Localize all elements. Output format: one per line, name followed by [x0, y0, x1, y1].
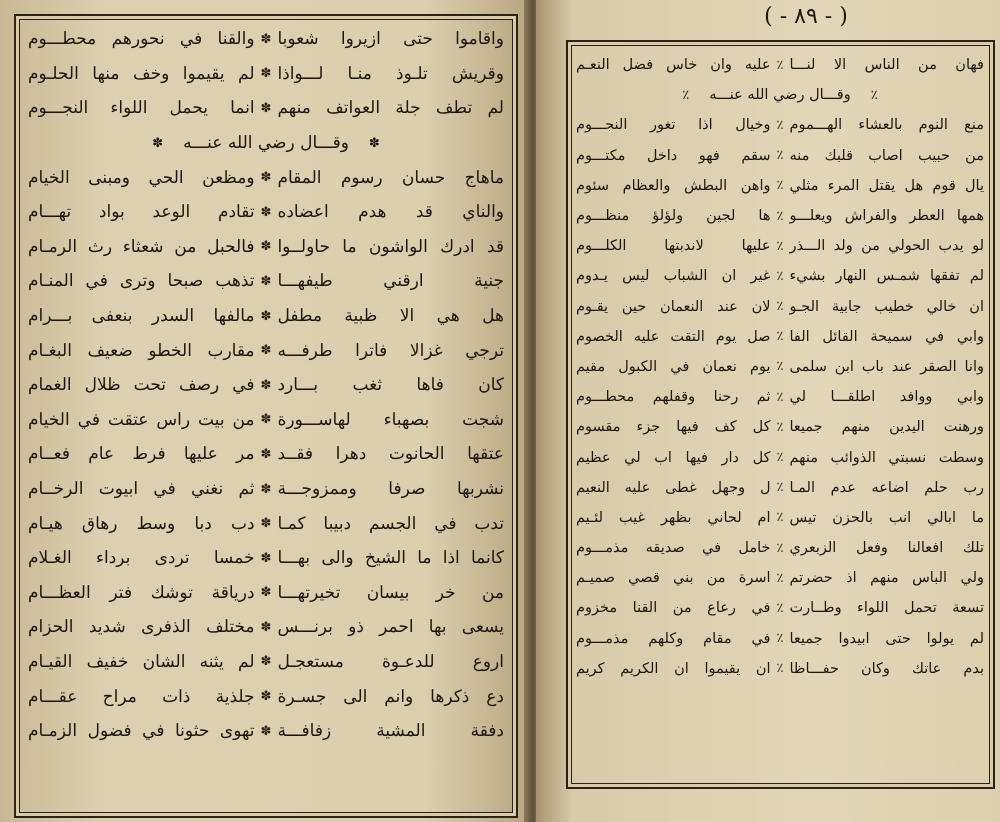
first-hemistich: منع النوم بالعشاء الهـــموم [789, 117, 984, 134]
first-hemistich: وقريش تلـوذ منـا لـــواذا [277, 63, 504, 84]
verse-line [576, 171, 984, 201]
verse-separator: ✽ [260, 585, 272, 601]
verse-separator: ٪ [776, 299, 784, 315]
second-hemistich: مختلف الذفرى شديد الحزام [28, 617, 255, 638]
first-hemistich: وابي في سميحة القائل الفا [789, 328, 984, 345]
first-hemistich: وابي ووافد اطلقـــا لي [789, 389, 984, 406]
verse-separator: ✽ [260, 446, 272, 462]
second-hemistich: عليها لاندبتها الكلـــوم [575, 238, 771, 255]
second-hemistich: وخيال اذا تغور النجـــوم [575, 117, 771, 134]
first-hemistich: واقاموا حتى ازيروا شعوبا [277, 29, 504, 50]
second-hemistich: دب دبا وسط رهاق هيـام [28, 513, 255, 534]
verse-line [28, 714, 504, 749]
second-hemistich: مالفها السدر بنعفى بـــرام [28, 306, 255, 327]
verse-line [576, 563, 984, 593]
verse-line [28, 679, 504, 714]
verse-line [576, 533, 984, 563]
verse-line [28, 91, 504, 126]
verse-line [576, 352, 984, 382]
second-hemistich: في رعاع من القنا مخزوم [575, 600, 771, 617]
verse-separator: ٪ [776, 480, 784, 496]
verse-separator: ٪ [776, 238, 784, 254]
first-hemistich: ترجي غزالا فاترا طرفـــه [277, 340, 504, 361]
first-hemistich: هل هي الا ظبية مطفل [277, 306, 504, 327]
verse-line [576, 261, 984, 291]
second-hemistich: مقارب الخطو ضعيف البغـام [28, 340, 255, 361]
verse-line [576, 442, 984, 472]
first-hemistich: يال قوم هل يقتل المرء مثلي [789, 177, 984, 194]
second-hemistich: درياقة توشك فتر العظـــام [28, 582, 255, 603]
second-hemistich: كل كف فيها جزء مقسوم [575, 419, 771, 436]
verse-separator: ٪ [776, 600, 784, 616]
verse-line [28, 57, 504, 92]
verse-separator: ٪ [776, 148, 784, 164]
heading-ornament: ✽ [152, 135, 164, 151]
heading-text: وقـــال رضي الله عنـــه [183, 133, 349, 154]
first-hemistich: شجت بصهباء لهاســـورة [277, 409, 504, 430]
first-hemistich: بدم عاتك وكان حفـــاظا [789, 660, 984, 677]
verse-line [28, 403, 504, 438]
verse-line [28, 472, 504, 507]
second-hemistich: والقنا في نحورهم محطـــوم [28, 29, 255, 50]
first-hemistich: لم يولوا حتى ابيدوا جميعا [789, 630, 984, 647]
heading-text: وقـــال رضي الله عنـــه [709, 87, 851, 104]
first-hemistich: ما ابالي انب بالحزن تيس [789, 509, 984, 526]
page-number: ( - ٨٩ - ) [764, 4, 848, 29]
second-hemistich: خمسا تردى برداء الغـلام [28, 548, 255, 569]
first-hemistich: من حبيب اصاب قلبك منه [789, 147, 984, 164]
second-hemistich: صل يوم التقت عليه الخصوم [575, 328, 771, 345]
verse-separator: ✽ [260, 516, 272, 532]
verse-line [576, 292, 984, 322]
verse-separator: ✽ [260, 66, 272, 82]
poem-heading [576, 80, 984, 110]
first-hemistich: ماهاج حسان رسوم المقام [277, 167, 504, 188]
second-hemistich: مر عليها فرط عام فعــام [28, 444, 255, 465]
second-hemistich: ثم رحنا وقفلهم محطـــوم [575, 389, 771, 406]
first-hemistich: وانا الصقر عند باب ابن سلمى [789, 358, 984, 375]
verse-separator: ٪ [776, 570, 784, 586]
verse-separator: ✽ [260, 170, 272, 186]
second-hemistich: واهن البطش والعظام سئوم [575, 177, 771, 194]
verse-separator: ٪ [776, 450, 784, 466]
verse-line [28, 368, 504, 403]
verse-line [576, 141, 984, 171]
verse-separator: ٪ [776, 57, 784, 73]
heading-ornament: ٪ [870, 87, 878, 103]
second-hemistich: جلذية ذات مراح عقـــام [28, 686, 255, 707]
second-hemistich: غير ان الشباب ليس يـدوم [575, 268, 771, 285]
second-hemistich: لم يثنه الشان خفيف القيـام [28, 651, 255, 672]
poem-heading [28, 126, 504, 161]
verse-line [28, 264, 504, 299]
first-hemistich: قد ادرك الواشون ما حاولــوا [277, 236, 504, 257]
second-hemistich: في رصف تحت ظلال الغمام [28, 375, 255, 396]
verse-separator: ✽ [260, 31, 272, 47]
verse-line [28, 299, 504, 334]
second-hemistich: تذهب صبحا وترى في المنـام [28, 271, 255, 292]
verse-line [576, 624, 984, 654]
right-page [536, 0, 1000, 822]
second-hemistich: ثم نغني في ابيوت الرخــام [28, 479, 255, 500]
second-hemistich: ام لحاني بظهر غيب لئـيم [575, 509, 771, 526]
verse-separator: ٪ [776, 178, 784, 194]
first-hemistich: دع ذكرها وانم الى جسـرة [277, 686, 504, 707]
verse-line [576, 110, 984, 140]
verse-separator: ٪ [776, 419, 784, 435]
heading-ornament: ✽ [368, 135, 380, 151]
first-hemistich: كانما اذا ما الشيخ والى بهـــا [277, 548, 504, 569]
verse-separator: ٪ [776, 117, 784, 133]
verse-line [28, 333, 504, 368]
verse-line [28, 437, 504, 472]
verse-separator: ✽ [260, 239, 272, 255]
first-hemistich: ولي الباس منهم اذ حضرتم [789, 570, 984, 587]
first-hemistich: تدب في الجسم دبيبا كمـا [277, 513, 504, 534]
verse-separator: ✽ [260, 273, 272, 289]
heading-ornament: ٪ [682, 87, 690, 103]
verse-line [28, 230, 504, 265]
second-hemistich: سقم فهو داخل مكتـــوم [575, 147, 771, 164]
verse-separator: ✽ [260, 689, 272, 705]
verse-line [28, 610, 504, 645]
verse-line [28, 160, 504, 195]
first-hemistich: عتقها الحانوت دهرا فقــد [277, 444, 504, 465]
verse-line [576, 322, 984, 352]
verse-separator: ٪ [776, 540, 784, 556]
verse-separator: ٪ [776, 208, 784, 224]
first-hemistich: همها العطر والفراش ويعلـــو [789, 208, 984, 225]
verse-separator: ✽ [260, 412, 272, 428]
verse-line [576, 412, 984, 442]
second-hemistich: عليه وان خاس فضل النعـم [575, 57, 771, 74]
verse-separator: ✽ [260, 619, 272, 635]
first-hemistich: يسعى بها احمر ذو برنـــس [277, 617, 504, 638]
second-hemistich: يوم نعمان في الكبول مقيم [575, 358, 771, 375]
first-hemistich: رب حلم اضاعه عدم المـا [789, 479, 984, 496]
verse-line [28, 541, 504, 576]
second-hemistich: في مقام وكلهم مذمـــوم [575, 630, 771, 647]
second-hemistich: ل وجهل غطى عليه النعيم [575, 479, 771, 496]
verse-line [28, 576, 504, 611]
verse-separator: ✽ [260, 343, 272, 359]
verse-line [576, 593, 984, 623]
first-hemistich: من خر بيسان تخيرتهـــا [277, 582, 504, 603]
verse-line [28, 645, 504, 680]
first-hemistich: نشربها صرفا وممزوجـــة [277, 479, 504, 500]
verse-line [28, 195, 504, 230]
first-hemistich: اروع للدعـوة مستعجـل [277, 651, 504, 672]
first-hemistich: ان خالي خطيب جابية الجـو [789, 298, 984, 315]
second-hemistich: لان عند النعمان حين يقـوم [575, 298, 771, 315]
verse-separator: ✽ [260, 550, 272, 566]
second-hemistich: اسرة من بني قصي صميـم [575, 570, 771, 587]
verse-separator: ٪ [776, 661, 784, 677]
verse-separator: ٪ [776, 329, 784, 345]
verse-line [576, 231, 984, 261]
verse-line [576, 654, 984, 684]
verse-line [576, 201, 984, 231]
first-hemistich: وسطت نسبتي الذوائب منهم [789, 449, 984, 466]
second-hemistich: تهوى حثونا في فضول الزمـام [28, 721, 255, 742]
verse-separator: ✽ [260, 654, 272, 670]
second-hemistich: خامل في صديقه مذمـــوم [575, 540, 771, 557]
first-hemistich: فهان من الناس الا لنـــا [789, 57, 984, 74]
verse-separator: ٪ [776, 268, 784, 284]
verse-separator: ٪ [776, 510, 784, 526]
verse-separator: ٪ [776, 631, 784, 647]
second-hemistich: ها لجين ولؤلؤ منظـــوم [575, 208, 771, 225]
verse-separator: ✽ [260, 204, 272, 220]
second-hemistich: كل دار فيها اب لي عظيم [575, 449, 771, 466]
first-hemistich: ورهنت اليدين منهم جميعا [789, 419, 984, 436]
verse-separator: ٪ [776, 359, 784, 375]
first-hemistich: جنية ارقني طيفهـــا [277, 271, 504, 292]
second-hemistich: ان يقيموا ان الكريم كريم [575, 660, 771, 677]
verse-separator: ✽ [260, 377, 272, 393]
right-page-text [576, 50, 984, 684]
first-hemistich: لو يدب الحولي من ولد الـــذر [789, 238, 984, 255]
first-hemistich: دفقة المشية زفافـــة [277, 721, 504, 742]
verse-line [28, 506, 504, 541]
first-hemistich: لم تفقها شمـس النهار بشيء [789, 268, 984, 285]
second-hemistich: تقادم الوعد بواد تهـــام [28, 202, 255, 223]
first-hemistich: والناي قد هدم اعضاده [277, 202, 504, 223]
left-page-text [28, 22, 504, 748]
first-hemistich: تلك افعالنا وفعل الزبعري [789, 540, 984, 557]
verse-separator: ✽ [260, 481, 272, 497]
second-hemistich: لم يقيموا وخف منها الحلـوم [28, 63, 255, 84]
verse-line [28, 22, 504, 57]
second-hemistich: انما يحمل اللواء النجـــوم [28, 98, 255, 119]
verse-separator: ✽ [260, 308, 272, 324]
verse-line [576, 50, 984, 80]
first-hemistich: لم تطف جلة العواتف منهم [277, 98, 504, 119]
second-hemistich: فالحبل من شعثاء رث الرمـام [28, 236, 255, 257]
verse-separator: ✽ [260, 723, 272, 739]
first-hemistich: كان فاها ثغب بـــارد [277, 375, 504, 396]
verse-line [576, 382, 984, 412]
second-hemistich: من بيت راس عتقت في الخيام [28, 409, 255, 430]
first-hemistich: تسعة تحمل اللواء وطــارت [789, 600, 984, 617]
verse-separator: ✽ [260, 100, 272, 116]
verse-separator: ٪ [776, 389, 784, 405]
verse-line [576, 503, 984, 533]
second-hemistich: ومظعن الحي ومبنى الخيام [28, 167, 255, 188]
verse-line [576, 473, 984, 503]
